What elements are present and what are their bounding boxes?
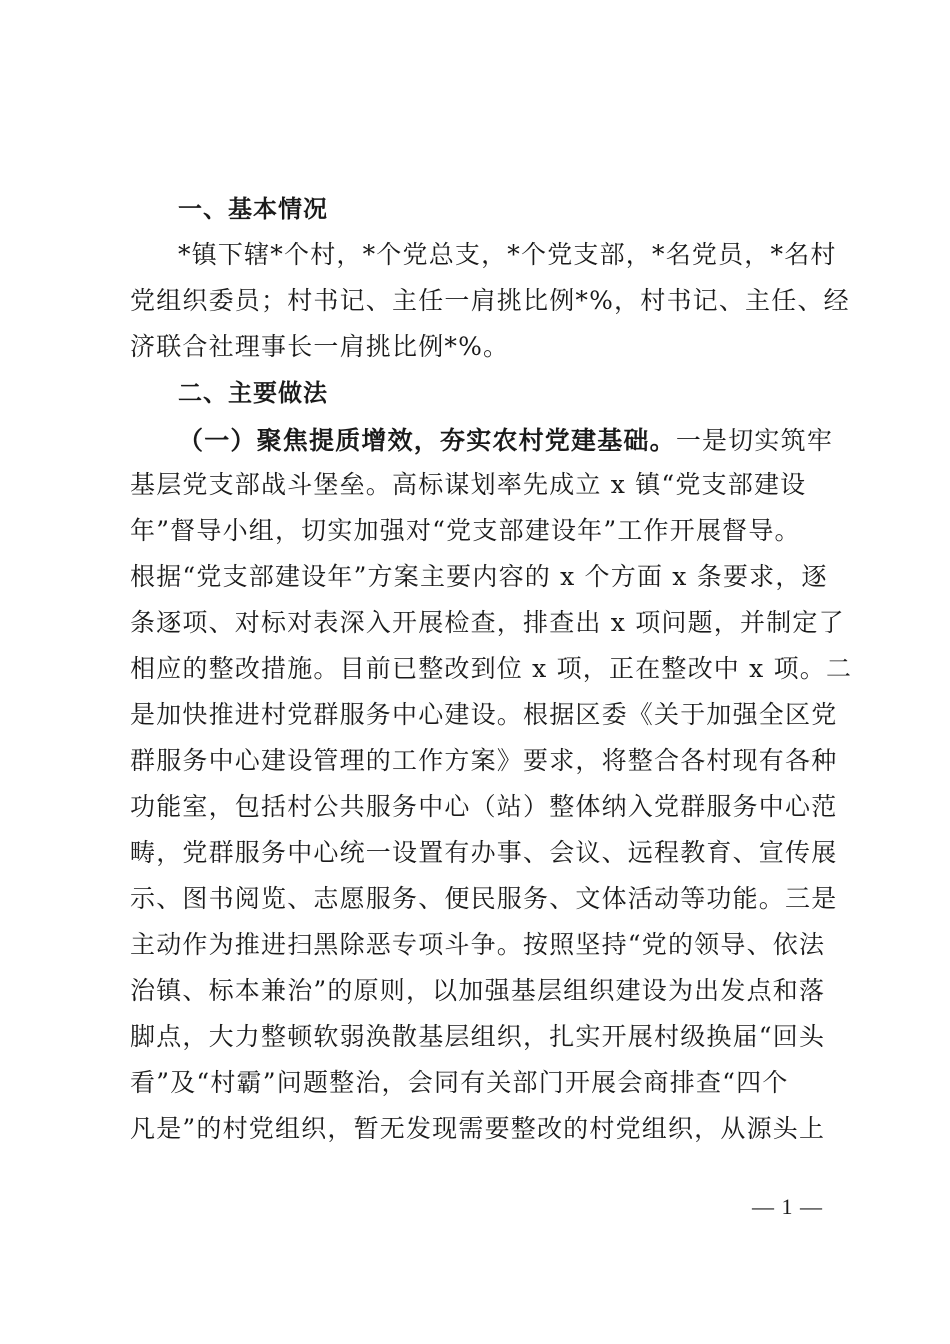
section-heading-basic: 一、基本情况 bbox=[178, 195, 328, 223]
paragraph-line: 畴，党群服务中心统一设置有办事、会议、远程教育、宣传展 bbox=[130, 838, 838, 867]
subsection-title: （一）聚焦提质增效，夯实农村党建基础。 bbox=[178, 426, 676, 455]
paragraph-line: 群服务中心建设管理的工作方案》要求，将整合各村现有各种 bbox=[130, 746, 838, 775]
paragraph-line: 凡是”的村党组织，暂无发现需要整改的村党组织，从源头上 bbox=[130, 1114, 826, 1143]
paragraph-line: 基层党支部战斗堡垒。高标谋划率先成立 x 镇“党支部建设 bbox=[130, 470, 807, 499]
paragraph-text: 一是切实筑牢 bbox=[675, 426, 834, 455]
paragraph-line: 济联合社理事长一肩挑比例*%。 bbox=[130, 332, 510, 361]
paragraph-line-subhead bbox=[178, 424, 834, 458]
paragraph-line: 是加快推进村党群服务中心建设。根据区委《关于加强全区党 bbox=[130, 700, 838, 729]
paragraph-line: 相应的整改措施。目前已整改到位 x 项，正在整改中 x 项。二 bbox=[130, 654, 853, 683]
paragraph-line: 示、图书阅览、志愿服务、便民服务、文体活动等功能。三是 bbox=[130, 884, 838, 913]
section-heading-practices: 二、主要做法 bbox=[178, 379, 328, 407]
paragraph-line: 治镇、标本兼治”的原则，以加强基层组织建设为出发点和落 bbox=[130, 976, 826, 1005]
paragraph-line: 脚点，大力整顿软弱涣散基层组织，扎实开展村级换届“回头 bbox=[130, 1022, 826, 1051]
paragraph-line: 年”督导小组，切实加强对“党支部建设年”工作开展督导。 bbox=[130, 516, 801, 545]
paragraph-line: 条逐项、对标对表深入开展检查，排查出 x 项问题，并制定了 bbox=[130, 608, 845, 637]
paragraph-line: 根据“党支部建设年”方案主要内容的 x 个方面 x 条要求，逐 bbox=[130, 562, 828, 591]
paragraph-line: *镇下辖*个村，*个党总支，*个党支部，*名党员，*名村 bbox=[178, 240, 837, 269]
paragraph-line: 看”及“村霸”问题整治，会同有关部门开展会商排查“四个 bbox=[130, 1068, 789, 1097]
paragraph-line: 党组织委员；村书记、主任一肩挑比例*%，村书记、主任、经 bbox=[130, 286, 850, 315]
page-number: — 1 — bbox=[752, 1194, 823, 1219]
paragraph-line: 功能室，包括村公共服务中心（站）整体纳入党群服务中心范 bbox=[130, 792, 838, 821]
paragraph-line: 主动作为推进扫黑除恶专项斗争。按照坚持“党的领导、依法 bbox=[130, 930, 826, 959]
